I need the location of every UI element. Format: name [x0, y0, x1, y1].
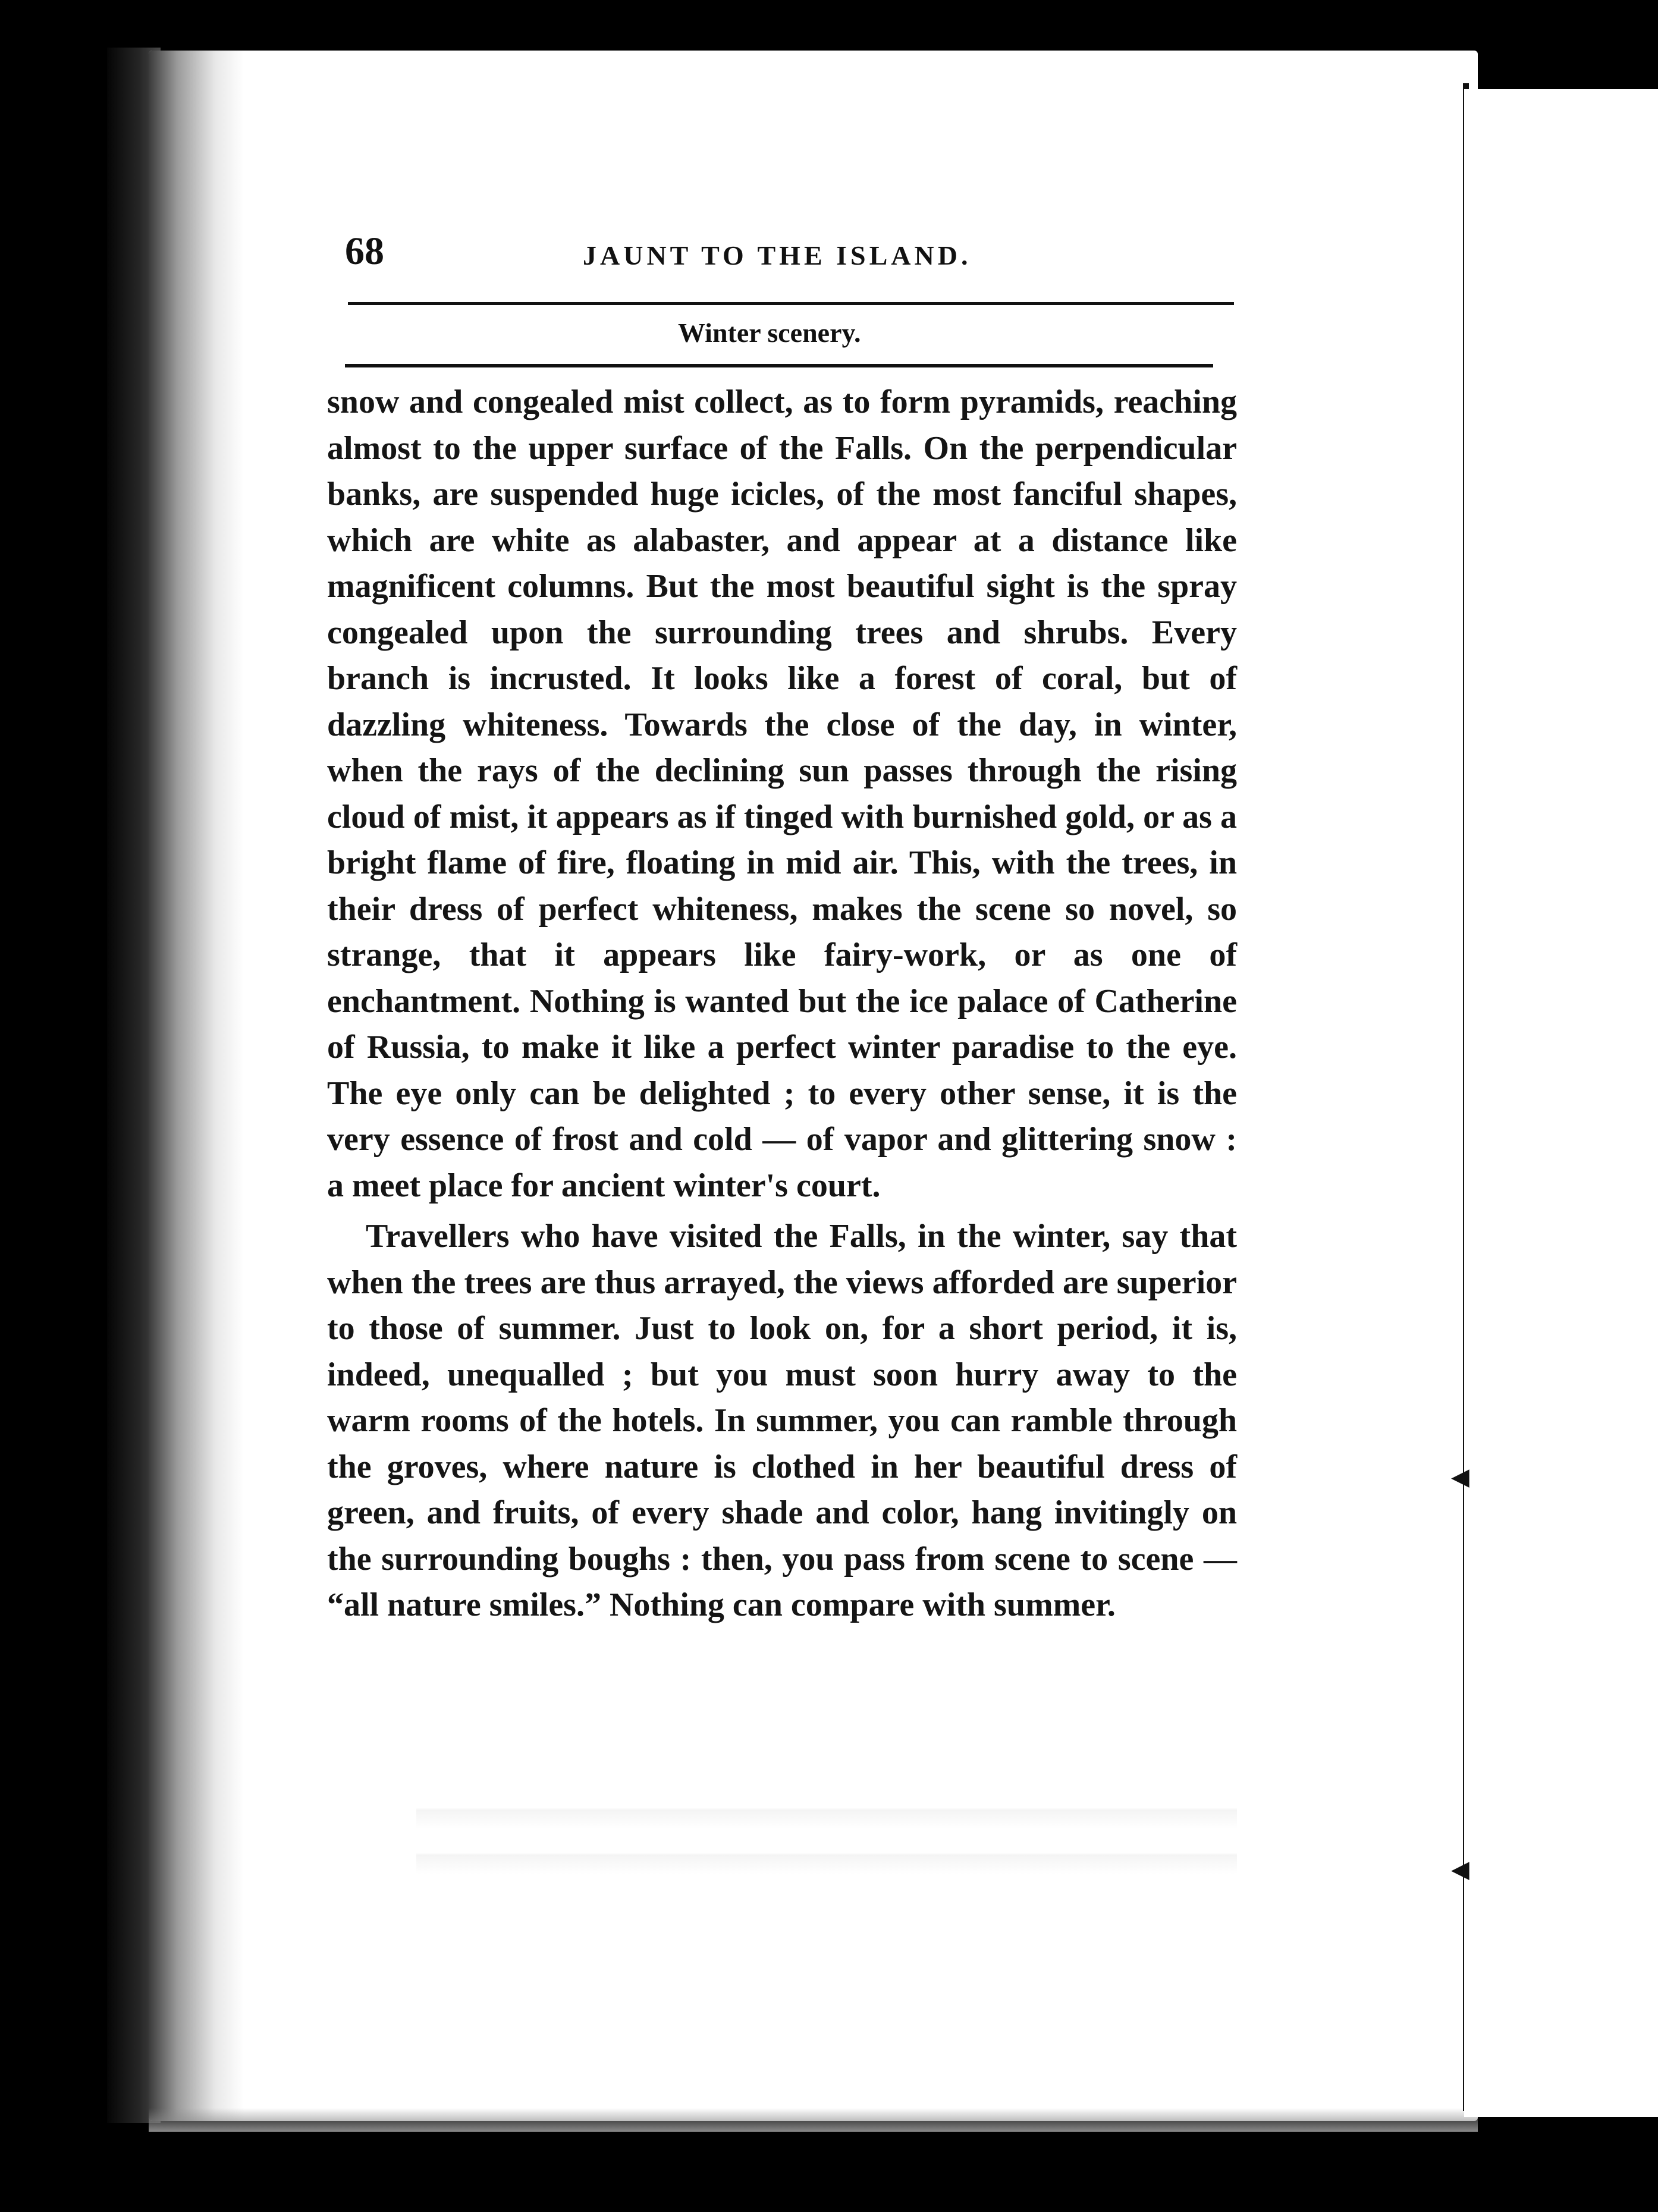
facing-page	[1464, 89, 1658, 2117]
body-text	[327, 379, 1237, 1629]
page-header	[345, 229, 1237, 282]
binding-mark: ◀	[1451, 1463, 1469, 1490]
binding-mark: ◀	[1451, 1856, 1469, 1883]
paragraph: snow and congealed mist collect, as to form pyramids, reaching almost to the upper surface of the Falls. On the perpendicular banks, are suspended huge icicles, of the most fanciful shapes, which are white as alabaster, and appear at a distance like magnificent columns. But the most beautiful sight is the spray congealed upon the surrounding trees and shrubs. Every branch is incrusted. It looks like a forest of coral, but of dazzling whiteness. Towards the close of the day, in winter, when the rays of the declining sun passes through the rising cloud of mist, it appears as if tinged with burnished gold, or as a bright flame of fire, floating in mid air. This, with the trees, in their dress of perfect whiteness, makes the scene so novel, so strange, that it appears like fairy-work, or as one of enchantment. Nothing is wanted but the ice palace of Catherine of Russia, to make it like a perfect winter paradise to the eye. The eye only can be delighted ; to every other sense, it is the very essence of frost and cold — of vapor and glittering snow : a meet place for ancient winter's court.	[327, 384, 1237, 1204]
section-rule	[345, 364, 1213, 367]
running-head: JAUNT TO THE ISLAND.	[583, 240, 972, 271]
section-title: Winter scenery.	[678, 318, 861, 348]
page-bottom-edge	[149, 2108, 1478, 2132]
page-number: 68	[345, 230, 384, 273]
header-rule	[348, 302, 1234, 305]
page-gutter-shadow	[149, 51, 244, 2121]
show-through-text	[416, 1784, 1237, 1891]
paragraph: Travellers who have visited the Falls, in the winter, say that when the trees are thus arrayed, the views afforded are superior to those of summer. Just to look on, for a short period, it is, indeed, unequalled ; but you must soon hurry away to the warm rooms of the hotels. In summer, you can ramble through the groves, where nature is clothed in her beautiful dress of green, and fruits, of every shade and color, hang invitingly on the surrounding boughs : then, you pass from scene to scene — “all nature smiles.” Nothing can compare with summer.	[327, 1218, 1237, 1623]
